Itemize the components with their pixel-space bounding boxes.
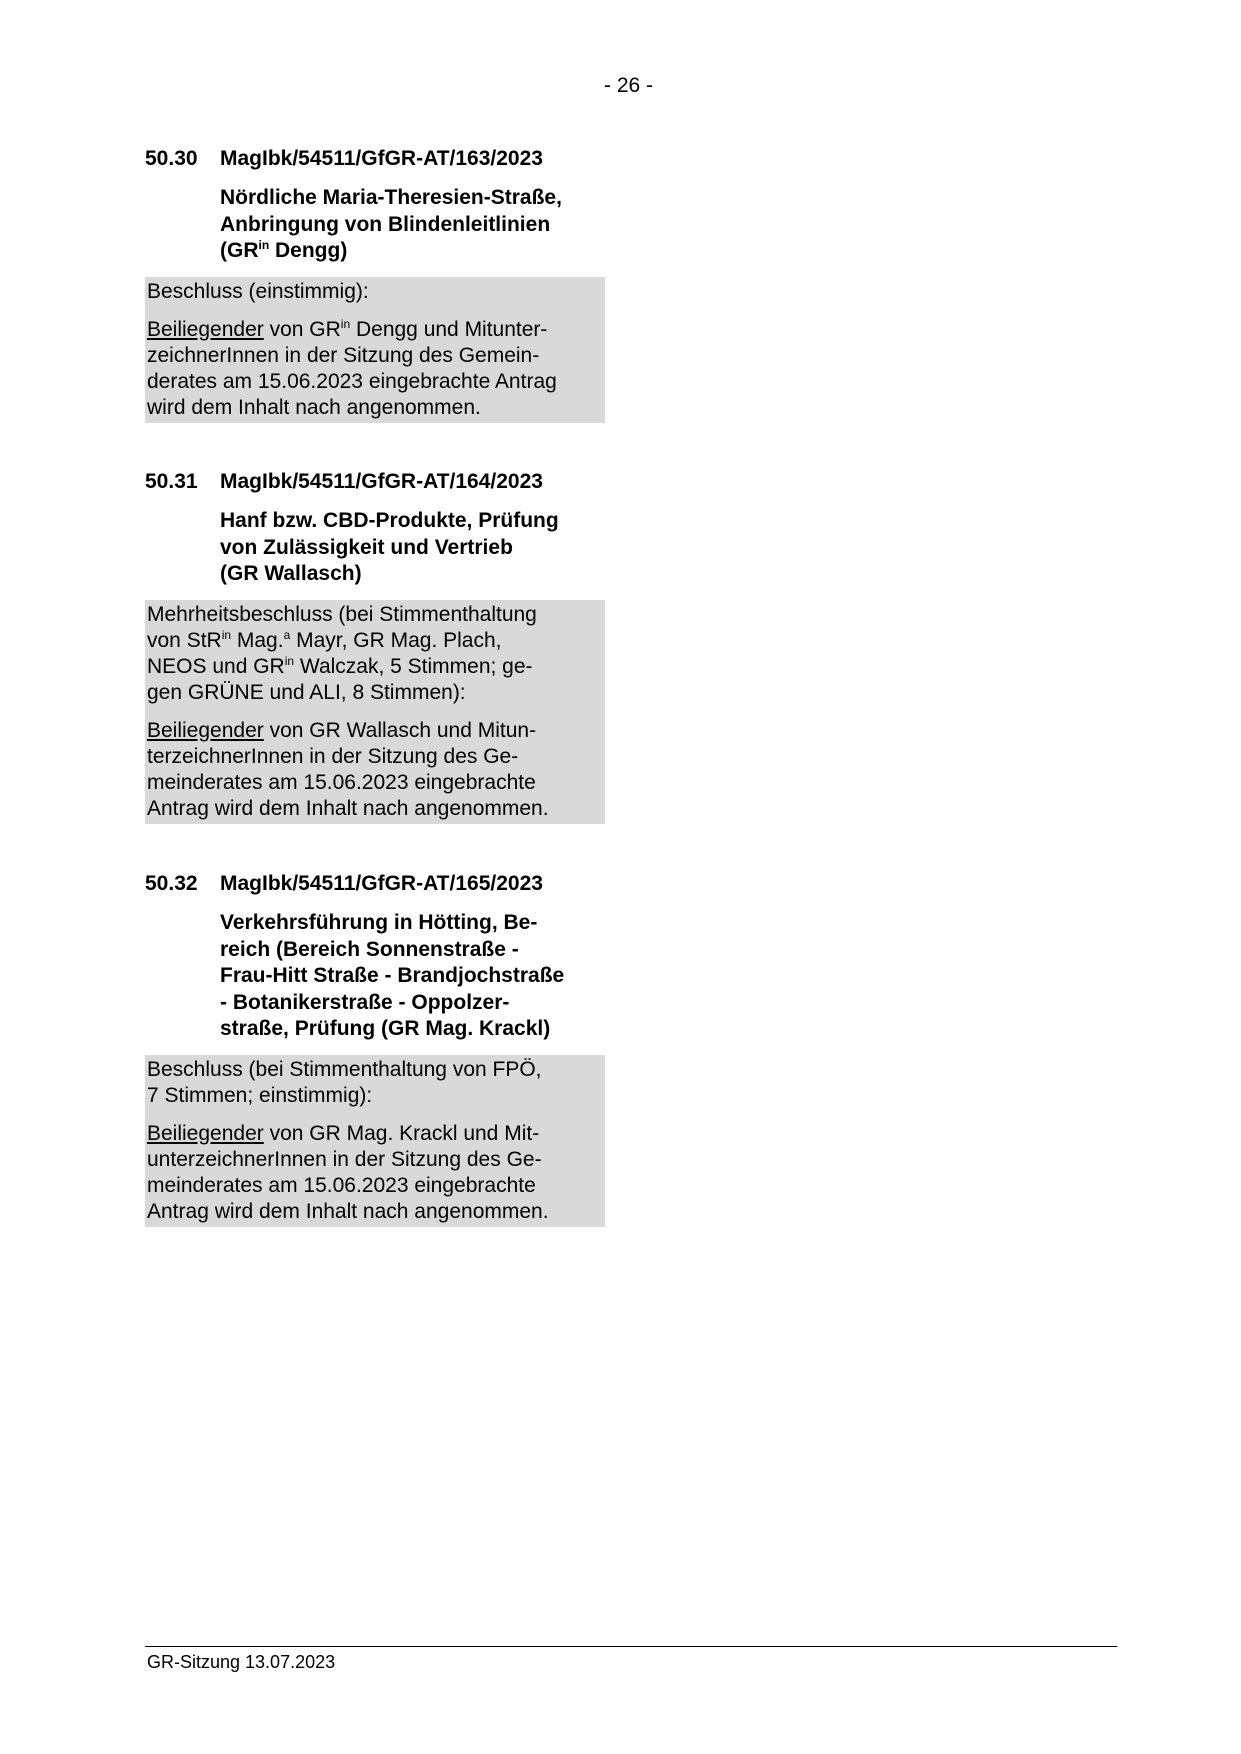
item-title-line: Nördliche Maria-Theresien-Straße, (220, 186, 562, 209)
decision-text: von GR Mag. Krackl und Mit- unterzeichnerInnen in der Sitzung des Ge- meinderates am 15.06.2023 eingebrachte Antrag wird dem Inhalt nach angenommen. (147, 1121, 549, 1223)
decision-lead: Beiliegender (147, 718, 264, 742)
superscript: in (340, 316, 351, 331)
item-reference: MagIbk/54511/GfGR-AT/165/2023 (220, 872, 543, 895)
footer-text: GR-Sitzung 13.07.2023 (147, 1652, 336, 1672)
item-title-line: Anbringung von Blindenleitlinien (220, 212, 551, 236)
item-title: Verkehrsführung in Hötting, Be- reich (Bereich Sonnenstraße - Frau-Hitt Straße - Brandjochstraße - Botanikerstraße - Oppolzer- straße, Prüfung (GR Mag. Krackl) (220, 911, 565, 1040)
decision-type-a: Mehrheitsbeschluss (bei Stimmenthaltung von StR (147, 602, 537, 652)
decision-box (145, 277, 605, 423)
decision-type: Beschluss (bei Stimmenthaltung von FPÖ, 7 Stimmen; einstimmig): (147, 1057, 542, 1107)
decision-body (147, 317, 603, 421)
item-number: 50.30 (145, 147, 198, 170)
decision-type-c: Mayr, GR Mag. Plach, NEOS und GR (147, 628, 502, 678)
decision-text-b: Dengg und Mitunter- zeichnerInnen in der Sitzung des Gemein- derates am 15.06.2023 eingebrachte Antrag wird dem Inhalt nach angenommen. (147, 317, 557, 419)
superscript: in (221, 627, 232, 642)
item-reference: MagIbk/54511/GfGR-AT/163/2023 (220, 147, 543, 170)
item-title (220, 185, 605, 265)
agenda-item-50-30 (145, 146, 605, 423)
decision-type: Beschluss (einstimmig): (147, 279, 369, 303)
item-reference: MagIbk/54511/GfGR-AT/164/2023 (220, 470, 543, 493)
superscript: a (283, 627, 291, 642)
decision-body (147, 1121, 603, 1225)
item-heading (145, 146, 605, 172)
item-number: 50.32 (145, 872, 198, 895)
item-title: Hanf bzw. CBD-Produkte, Prüfung von Zulässigkeit und Vertrieb (GR Wallasch) (220, 509, 559, 585)
decision-box (145, 600, 605, 824)
page-number: - 26 - (604, 74, 654, 97)
decision-lead: Beiliegender (147, 317, 264, 341)
superscript: in (258, 238, 270, 252)
agenda-item-50-31 (145, 469, 605, 824)
decision-box (145, 1055, 605, 1227)
decision-type-b: Mag. (231, 628, 284, 652)
superscript: in (284, 653, 295, 668)
item-heading (145, 871, 605, 897)
item-heading (145, 469, 605, 495)
item-number: 50.31 (145, 470, 198, 493)
decision-type (147, 602, 603, 706)
decision-text: von GR Wallasch und Mitun- terzeichnerInnen in der Sitzung des Ge- meinderates am 15.06.2023 eingebrachte Antrag wird dem Inhalt nach angenommen. (147, 718, 549, 820)
agenda-item-50-32 (145, 871, 605, 1227)
item-title-line-prefix: (GR (220, 239, 259, 262)
decision-type-d: Walczak, 5 Stimmen; ge- gen GRÜNE und ALI, 8 Stimmen): (147, 654, 533, 704)
decision-body (147, 718, 603, 822)
decision-lead: Beiliegender (147, 1121, 264, 1145)
decision-text-a: von GR (263, 317, 341, 341)
footer-divider (145, 1646, 1117, 1647)
item-title-line-suffix: Dengg) (269, 239, 348, 262)
